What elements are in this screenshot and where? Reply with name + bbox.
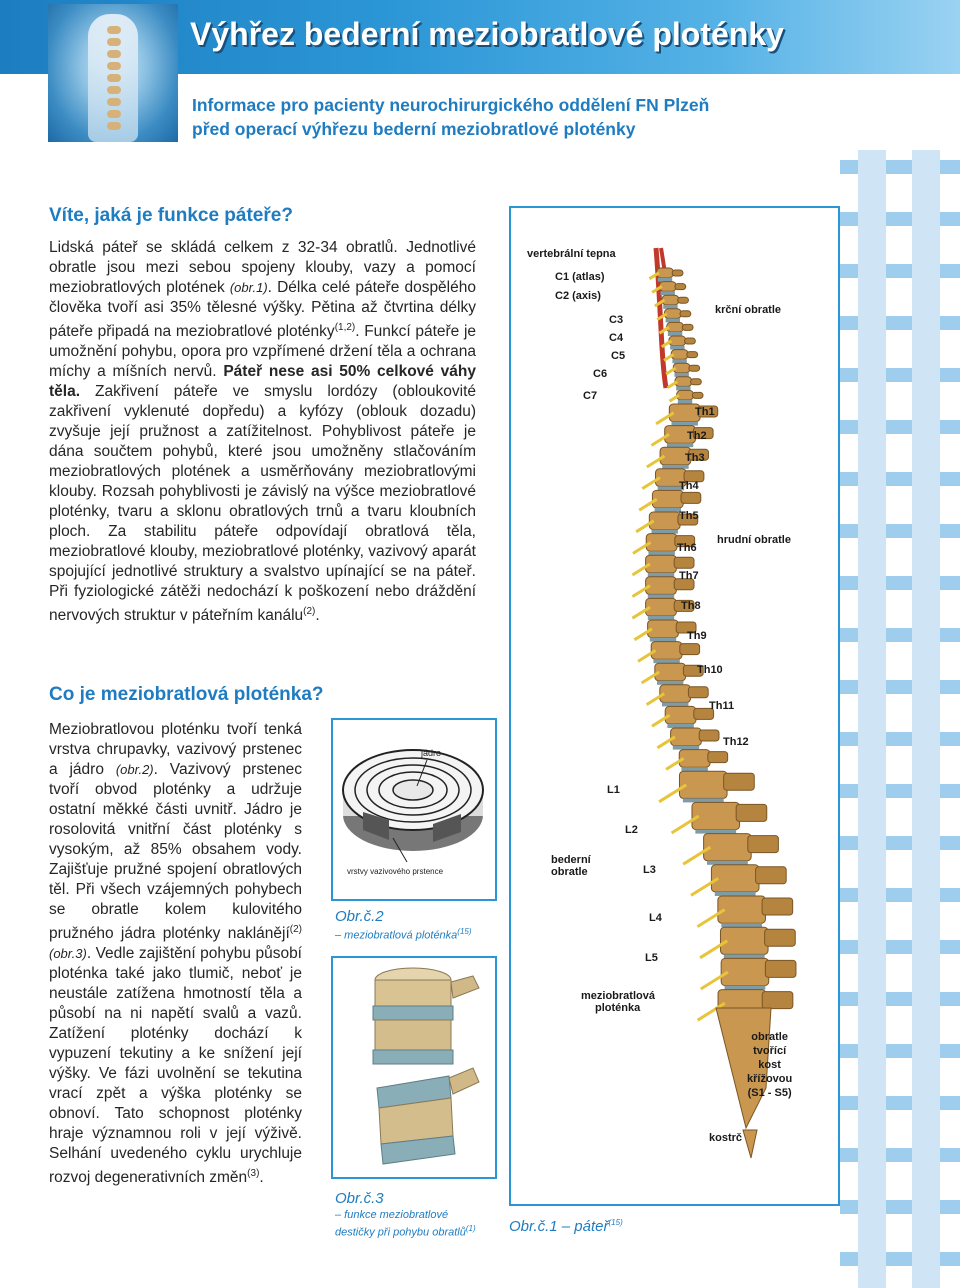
- decorative-bar: [940, 628, 960, 642]
- intervertebral-disc: [676, 386, 690, 390]
- decorative-bar: [940, 1096, 960, 1110]
- vertebra-movement-illustration: [333, 958, 495, 1177]
- vertebra-body: [721, 958, 769, 985]
- intervertebral-disc: [667, 443, 693, 447]
- vertebra-body: [669, 336, 686, 346]
- decorative-bar: [886, 888, 912, 902]
- decorative-bar: [840, 1148, 858, 1162]
- caption-text: destičky při pohybu obratlů: [335, 1226, 466, 1239]
- page-subtitle: [192, 93, 832, 141]
- label-th2: Th2: [687, 430, 707, 442]
- intervertebral-disc: [707, 861, 748, 865]
- figure-1-frame: [509, 206, 840, 1206]
- paragraph-text: Zakřivení páteře ve smyslu lordózy (obloukovité zakřivení vyklenuté dopředu) a kyfózy (oblouk dozadu) zvyšuje její pružnost a zatížitelnost. Pohyblivost páteře je dána součtem pohybů, které jsou umožněny stlačováním meziobratlových plotének a usměrňovány meziobratlovými klouby. Rozsah pohyblivosti je závislý na výšce meziobratlové ploténky, tvaru a sklonu obratlových trnů a tvaru kloubních ploch. Za stabilitu páteře odpovídají obratlová těla, meziobratlové klouby, meziobratlové ploténky, vazivový aparát spojující jednotlivé struktury a svalstvo upínající se na páteř. Při fyziologické zátěži nedochází k poškození nebo dráždění nervových struktur v páteřním kanálu: [49, 383, 476, 625]
- decorative-bar: [940, 1148, 960, 1162]
- intervertebral-disc: [648, 573, 674, 577]
- vertebra-body: [675, 377, 692, 387]
- decorative-bar: [886, 992, 912, 1006]
- label-sacrum-line: (S1 - S5): [747, 1087, 792, 1099]
- citation: (3): [247, 1168, 260, 1180]
- figure-1-caption: [509, 1218, 623, 1235]
- decorative-bar: [940, 1252, 960, 1266]
- intervertebral-disc: [672, 359, 686, 363]
- spinous-process: [736, 804, 767, 821]
- paragraph-text: Lidská páteř se skládá celkem z 32-34 obratlů. Jednotlivé obratle jsou mezi sebou spojeny klouby, vazy a pomocí meziobratlových plotének: [49, 239, 476, 296]
- section-heading-disc: Co je meziobratlová ploténka?: [49, 684, 324, 705]
- section-disc-text: [49, 720, 302, 1188]
- decorative-bar: [840, 784, 858, 798]
- label-nucleus: jádro: [421, 748, 442, 758]
- label-th1: Th1: [695, 406, 715, 418]
- label-c5: C5: [611, 350, 626, 362]
- decorative-bar: [940, 784, 960, 798]
- spinous-process: [762, 992, 793, 1009]
- intervertebral-disc: [648, 616, 674, 620]
- caption-text: – funkce meziobratlové: [335, 1209, 449, 1221]
- spinous-process: [672, 270, 683, 276]
- vertebra-body: [655, 663, 686, 681]
- vertebra-body: [677, 390, 694, 400]
- decorative-bar: [840, 264, 858, 278]
- label-cervical: krční obratle: [715, 304, 782, 316]
- spinous-process: [765, 960, 796, 977]
- spinous-process: [687, 352, 698, 358]
- intervertebral-disc: [653, 659, 679, 663]
- decorative-bar: [840, 420, 858, 434]
- vertebra-body: [711, 865, 759, 892]
- intervertebral-disc: [661, 291, 675, 295]
- spinous-process: [699, 730, 719, 741]
- vertebra-body: [646, 555, 677, 573]
- label-th10: Th10: [697, 664, 723, 676]
- vertebra-body: [652, 490, 683, 508]
- spinous-process: [688, 687, 708, 698]
- decorative-bar: [886, 368, 912, 382]
- label-sacrum-line: křížovou: [747, 1073, 793, 1085]
- decorative-bar: [886, 784, 912, 798]
- intervertebral-disc: [662, 465, 688, 469]
- spinous-process: [708, 752, 728, 763]
- subtitle-line-1: Informace pro pacienty neurochirurgického oddělení FN Plzeň: [192, 95, 710, 115]
- decorative-bar: [886, 316, 912, 330]
- spinous-process: [692, 392, 703, 398]
- header-vertebra: [107, 122, 121, 130]
- header-spine-image: [48, 4, 178, 142]
- paragraph-end: .: [259, 1169, 264, 1187]
- header-vertebra: [107, 62, 121, 70]
- label-c4: C4: [609, 332, 624, 344]
- decorative-bar: [940, 472, 960, 486]
- label-c7: C7: [583, 390, 598, 402]
- vertebra-body: [664, 309, 681, 319]
- label-disc-line-1: meziobratlová: [581, 990, 655, 1002]
- label-c3: C3: [609, 314, 624, 326]
- decorative-bar: [886, 1200, 912, 1214]
- label-l5: L5: [645, 952, 658, 964]
- intervertebral-disc: [663, 305, 677, 309]
- bold-statement: Páteř nese asi 50% celkové váhy těla.: [49, 363, 476, 401]
- vertebra-body: [646, 598, 677, 616]
- decorative-bar: [940, 732, 960, 746]
- decorative-bar: [886, 576, 912, 590]
- header-vertebra: [107, 38, 121, 46]
- label-th5: Th5: [679, 510, 699, 522]
- label-c6: C6: [593, 368, 608, 380]
- vertebra-body: [667, 322, 684, 332]
- decorative-bar: [940, 160, 960, 174]
- intervertebral-disc: [670, 346, 684, 350]
- decorative-bar: [940, 940, 960, 954]
- decorative-bar: [840, 1252, 858, 1266]
- label-th8: Th8: [681, 600, 701, 612]
- vertebra-body: [692, 802, 740, 829]
- spinous-process: [762, 898, 793, 915]
- decorative-bar: [940, 316, 960, 330]
- label-th9: Th9: [687, 630, 707, 642]
- header-vertebra: [107, 50, 121, 58]
- decorative-bar: [940, 524, 960, 538]
- citation: (2): [303, 606, 316, 618]
- label-l4: L4: [649, 912, 662, 924]
- decorative-bar: [840, 732, 858, 746]
- label-lumbar-line-2: obratle: [551, 866, 588, 878]
- intervertebral-disc: [672, 422, 698, 426]
- label-thoracic: hrudní obratle: [717, 534, 791, 546]
- label-th11: Th11: [709, 700, 735, 712]
- figure-reference: (obr.1): [229, 280, 268, 295]
- label-disc: [581, 990, 655, 1014]
- intervertebral-disc: [681, 767, 707, 771]
- spinous-process: [682, 324, 693, 330]
- decorative-bar: [840, 992, 858, 1006]
- decorative-bar: [840, 212, 858, 226]
- label-disc-line-2: ploténka: [595, 1002, 641, 1014]
- figure-2-caption: Obr.č.2: [335, 908, 384, 925]
- header-vertebra: [107, 98, 121, 106]
- decorative-bar: [886, 1148, 912, 1162]
- figure-reference: (obr.3): [49, 946, 87, 962]
- intervertebral-disc: [695, 830, 736, 834]
- paragraph-text: . Vedle zajištění pohybu působí ploténka také jako tlumič, neboť je neustále zatížena hmotností těla a působí na ni napětí svalů a vazů. Zatížení ploténky dochází k vypuzení tekutiny a ke snížení její výšky. Ve fázi uvolnění se tekutina vrací zpět a výška ploténky se obnoví. Tato schopnost ploténky hraje významnou roli v její výživě. Selhání uvedeného cyklu urychluje rozvoj degenerativních změn: [49, 945, 302, 1187]
- intervertebral-disc: [721, 923, 762, 927]
- header-vertebra: [107, 86, 121, 94]
- vertebra-body: [646, 577, 677, 595]
- decorative-bar: [940, 1200, 960, 1214]
- spinous-process: [680, 644, 700, 655]
- decorative-bar: [886, 160, 912, 174]
- label-c2: C2 (axis): [555, 290, 601, 302]
- caption-text: – meziobratlová ploténka: [335, 929, 458, 942]
- decorative-bar: [940, 680, 960, 694]
- intervertebral-disc: [650, 638, 676, 642]
- paragraph-text: . Délka celé páteře dospělého člověka tvoří asi 35% tělesné výšky. Pětina až čtvrtina délky páteře připadá na meziobratlové ploténky: [49, 279, 476, 341]
- decorative-bar: [940, 212, 960, 226]
- figure-2-caption-sub: [335, 927, 472, 942]
- vertebra-body: [671, 350, 688, 360]
- caption-citation: (15): [457, 927, 472, 936]
- label-vertebral-artery: vertebrální tepna: [527, 248, 616, 260]
- figure-reference: (obr.2): [115, 762, 154, 777]
- decorative-bar: [886, 524, 912, 538]
- intervertebral-disc: [674, 373, 688, 377]
- spinous-process: [748, 836, 779, 853]
- decorative-bar: [886, 420, 912, 434]
- decorative-bar: [840, 472, 858, 486]
- decorative-bar: [840, 316, 858, 330]
- label-th4: Th4: [679, 480, 699, 492]
- vertebra-body: [720, 927, 768, 954]
- decorative-bar: [886, 1044, 912, 1058]
- label-sacrum-line: obratle: [751, 1031, 788, 1043]
- decorative-bar: [940, 420, 960, 434]
- decorative-bar: [886, 1096, 912, 1110]
- spinous-process: [691, 379, 702, 385]
- intervertebral-disc: [673, 746, 699, 750]
- decorative-bar: [840, 1200, 858, 1214]
- intervertebral-disc: [668, 332, 682, 336]
- vertebra-body: [662, 295, 679, 305]
- spinous-process: [765, 929, 796, 946]
- label-layers: vrstvy vazivového prstence: [347, 867, 444, 876]
- label-lumbar-line-1: bederní: [551, 854, 591, 866]
- intervertebral-disc: [652, 530, 678, 534]
- label-sacrum-line: tvořící: [753, 1045, 787, 1057]
- figure-3-frame: [331, 956, 497, 1179]
- vertebra-body: [646, 534, 677, 552]
- spinous-process: [674, 557, 694, 568]
- decorative-bar: [886, 212, 912, 226]
- spinous-process: [689, 365, 700, 371]
- section-heading-spine-function: Víte, jaká je funkce páteře?: [49, 205, 293, 226]
- header-vertebra: [107, 26, 121, 34]
- decorative-bar: [940, 264, 960, 278]
- spinous-process: [724, 773, 755, 790]
- intervertebral-disc: [648, 551, 674, 555]
- label-th6: Th6: [677, 542, 697, 554]
- decorative-bar: [840, 1044, 858, 1058]
- decorative-bar: [886, 732, 912, 746]
- header-vertebra: [107, 74, 121, 82]
- paragraph-text: Meziobratlovou ploténku tvoří tenká vrstva chrupavky, vazivový prstenec a jádro: [49, 721, 302, 778]
- vertebra-body: [673, 363, 690, 373]
- label-lumbar: [551, 854, 591, 878]
- decorative-bar: [840, 368, 858, 382]
- intervertebral-disc: [715, 892, 756, 896]
- spinous-process: [675, 284, 686, 290]
- intervertebral-disc: [724, 954, 765, 958]
- spinous-process: [678, 297, 689, 303]
- decorative-bar: [886, 472, 912, 486]
- vertebra-body: [648, 620, 679, 638]
- decorative-bar: [886, 264, 912, 278]
- citation: (2): [289, 924, 302, 935]
- caption-citation: (15): [608, 1218, 623, 1227]
- vertebra-body: [704, 834, 752, 861]
- decorative-bar: [886, 1252, 912, 1266]
- decorative-bar: [840, 680, 858, 694]
- caption-citation: (1): [465, 1224, 476, 1233]
- spinous-process: [681, 492, 701, 503]
- section-spine-function-text: [49, 238, 476, 626]
- label-sacrum-line: kost: [758, 1059, 781, 1071]
- citation: (1,2): [334, 322, 356, 333]
- decorative-bar: [840, 576, 858, 590]
- label-sacrum: [747, 1030, 792, 1100]
- figure-3-caption-sub: [335, 1209, 476, 1240]
- paragraph-text: . Vazivový prstenec tvoří obvod ploténky a udržuje ostatní měkké části uvnitř. Jádro je rosolovitá vnitřní část ploténky s vysokým, až 85% obsahem vody. Zajišťuje pružné spojení obratlových těl. Při všech vzájemných pohybech se obratle kolem kulovitého pružného jádra ploténky naklánějí: [49, 761, 302, 943]
- spinous-process: [685, 338, 696, 344]
- vertebra-body: [649, 512, 680, 530]
- label-coccyx: kostrč: [709, 1132, 743, 1144]
- decorative-cross-pattern: [840, 0, 960, 1288]
- decorative-bar: [840, 628, 858, 642]
- label-l3: L3: [643, 864, 656, 876]
- intervertebral-disc: [725, 986, 766, 990]
- intervertebral-disc: [657, 681, 683, 685]
- header-vertebra: [107, 110, 121, 118]
- decorative-bar: [840, 888, 858, 902]
- paragraph-end: .: [315, 607, 320, 625]
- spinous-process: [756, 867, 787, 884]
- intervertebral-disc: [662, 702, 688, 706]
- label-th7: Th7: [679, 570, 699, 582]
- decorative-bar: [940, 368, 960, 382]
- decorative-bar: [940, 576, 960, 590]
- caption-text: Obr.č.1 – páteř: [509, 1218, 609, 1235]
- intervertebral-disc: [683, 798, 724, 802]
- paragraph-text: . Funkcí páteře je umožnění pohybu, opora pro vzpřímené držení těla a ochrana míchy a míšních nervů.: [49, 323, 477, 381]
- vertebra-body: [660, 685, 691, 703]
- intervertebral-disc: [658, 278, 672, 282]
- coccyx: [743, 1130, 757, 1158]
- intervertebral-disc: [678, 400, 692, 404]
- vertebra-body: [659, 282, 676, 292]
- intervertebral-disc: [655, 508, 681, 512]
- vertebra-body: [679, 771, 727, 798]
- vertebra-body: [679, 750, 710, 768]
- decorative-bar: [940, 888, 960, 902]
- vertebra-body: [651, 642, 682, 660]
- label-th3: Th3: [685, 452, 705, 464]
- decorative-bar: [886, 836, 912, 850]
- vertebra-body: [657, 268, 674, 278]
- spinous-process: [680, 311, 691, 317]
- page-title: Výhřez bederní meziobratlové ploténky: [190, 16, 784, 52]
- intervertebral-disc: [667, 724, 693, 728]
- decorative-bar: [886, 628, 912, 642]
- label-l2: L2: [625, 824, 638, 836]
- decorative-bar: [940, 992, 960, 1006]
- decorative-bar: [840, 160, 858, 174]
- decorative-bar: [940, 1044, 960, 1058]
- decorative-bar: [940, 836, 960, 850]
- decorative-bar: [886, 680, 912, 694]
- intervertebral-disc: [648, 594, 674, 598]
- decorative-bar: [840, 836, 858, 850]
- decorative-bar: [840, 524, 858, 538]
- vertebra-body: [671, 728, 702, 746]
- label-l1: L1: [607, 784, 620, 796]
- figure-2-frame: [331, 718, 497, 901]
- intervertebral-disc: [666, 318, 680, 322]
- subtitle-line-2: před operací výhřezu bederní meziobratlové ploténky: [192, 119, 636, 139]
- decorative-bar: [840, 1096, 858, 1110]
- decorative-bar: [840, 940, 858, 954]
- label-th12: Th12: [723, 736, 749, 748]
- decorative-bar: [886, 940, 912, 954]
- label-c1: C1 (atlas): [555, 271, 605, 283]
- vertebra-body: [665, 706, 696, 724]
- vertebra-body: [718, 896, 766, 923]
- disc-illustration: [333, 720, 495, 899]
- figure-3-caption: Obr.č.3: [335, 1190, 384, 1207]
